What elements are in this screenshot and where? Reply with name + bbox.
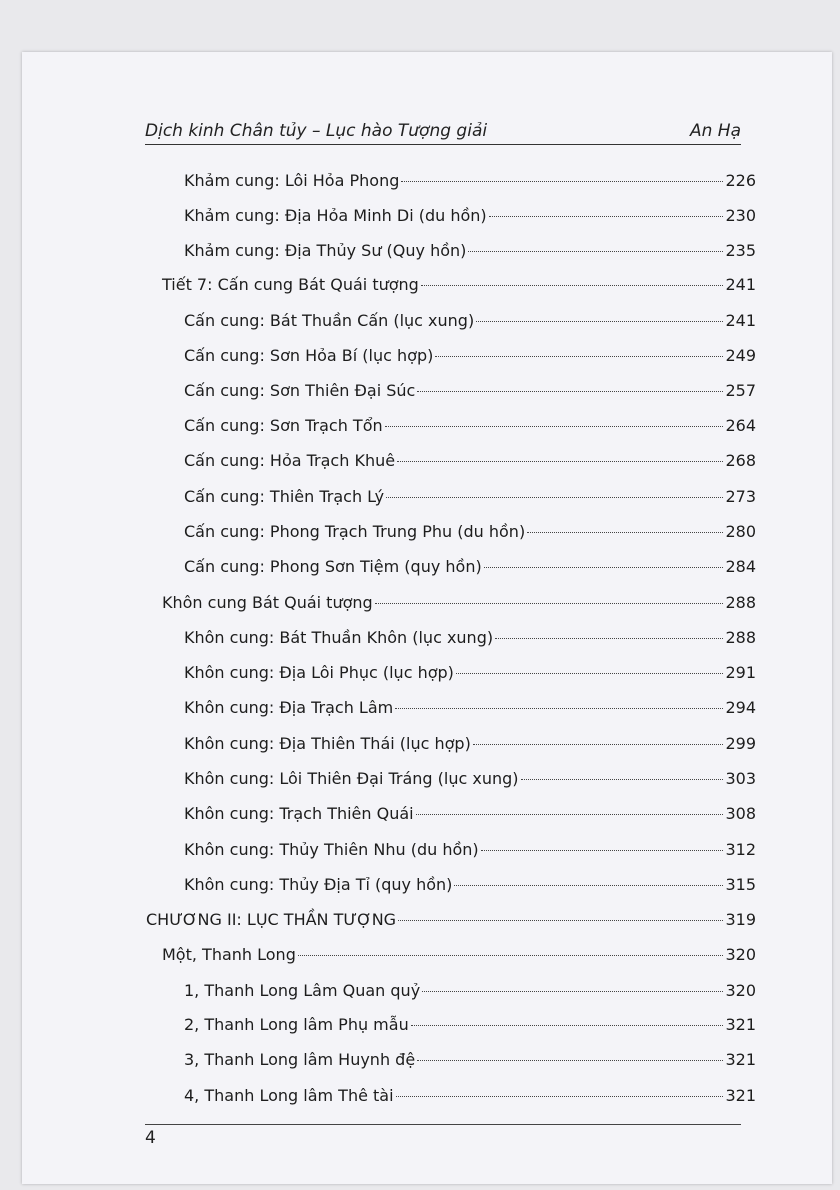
book-title: Dịch kinh Chân tủy – Lục hào Tượng giải [145, 121, 488, 141]
dot-leader [476, 321, 723, 322]
toc-entry-page: 312 [725, 840, 756, 859]
toc-entry-page: 308 [725, 804, 756, 823]
toc-entry[interactable] [184, 446, 756, 476]
toc-entry-page: 273 [725, 487, 756, 506]
toc-entry-page: 241 [725, 275, 756, 294]
toc-entry-page: 226 [725, 171, 756, 190]
toc-entry-page: 230 [725, 206, 756, 225]
dot-leader [401, 181, 723, 182]
toc-entry-label: Một, Thanh Long [162, 945, 296, 964]
toc-entry-label: Cấn cung: Sơn Trạch Tổn [184, 416, 383, 435]
dot-leader [468, 251, 723, 252]
dot-leader [398, 920, 723, 921]
dot-leader [417, 391, 723, 392]
toc-entry[interactable] [184, 201, 756, 231]
dot-leader [527, 532, 723, 533]
toc-entry-label: Khôn cung: Trạch Thiên Quái [184, 804, 414, 823]
toc-entry-page: 264 [725, 416, 756, 435]
toc-entry[interactable] [162, 270, 756, 300]
toc-entry[interactable] [184, 799, 756, 829]
toc-entry[interactable] [184, 166, 756, 196]
toc-entry[interactable] [184, 976, 756, 1006]
toc-entry-label: Khôn cung Bát Quái tượng [162, 593, 373, 612]
toc-entry[interactable] [184, 870, 756, 900]
dot-leader [417, 1060, 723, 1061]
dot-leader [481, 850, 724, 851]
toc-entry-label: Khôn cung: Bát Thuần Khôn (lục xung) [184, 628, 494, 647]
toc-entry-page: 249 [725, 346, 756, 365]
toc-entry[interactable] [184, 236, 756, 266]
dot-leader [456, 673, 724, 674]
toc-entry-page: 321 [725, 1050, 756, 1069]
toc-entry-page: 303 [725, 769, 756, 788]
dot-leader [416, 814, 724, 815]
toc-entry-label: Cấn cung: Thiên Trạch Lý [184, 487, 385, 506]
toc-entry-label: Cấn cung: Phong Trạch Trung Phu (du hồn) [184, 522, 526, 541]
toc-entry-page: 284 [725, 557, 756, 576]
dot-leader [521, 779, 724, 780]
toc-entry[interactable] [162, 588, 756, 618]
toc-entry-label: Khôn cung: Địa Trạch Lâm [184, 698, 394, 717]
toc-entry-label: Khôn cung: Địa Lôi Phục (lục hợp) [184, 663, 454, 682]
dot-leader [484, 567, 724, 568]
toc-entry-page: 257 [725, 381, 756, 400]
toc-entry-page: 294 [725, 698, 756, 717]
toc-entry-page: 288 [725, 628, 756, 647]
toc-entry[interactable] [184, 517, 756, 547]
dot-leader [385, 426, 724, 427]
dot-leader [489, 216, 724, 217]
dot-leader [395, 708, 723, 709]
toc-entry[interactable] [184, 376, 756, 406]
toc-entry-label: Cấn cung: Phong Sơn Tiệm (quy hồn) [184, 557, 482, 576]
dot-leader [298, 955, 724, 956]
toc-entry[interactable] [184, 411, 756, 441]
footer-divider [145, 1124, 741, 1125]
toc-entry[interactable] [184, 341, 756, 371]
toc-entry-page: 241 [725, 311, 756, 330]
toc-entry-page: 320 [725, 981, 756, 1000]
toc-entry-page: 320 [725, 945, 756, 964]
dot-leader [435, 356, 723, 357]
dot-leader [411, 1025, 724, 1026]
toc-entry-label: Khảm cung: Lôi Hỏa Phong [184, 171, 400, 190]
toc-entry-label: Khảm cung: Địa Hỏa Minh Di (du hồn) [184, 206, 487, 225]
toc-entry-page: 288 [725, 593, 756, 612]
toc-entry[interactable] [184, 693, 756, 723]
toc-entry-label: Khôn cung: Thủy Địa Tỉ (quy hồn) [184, 875, 453, 894]
dot-leader [454, 885, 723, 886]
toc-entry-label: Cấn cung: Bát Thuần Cấn (lục xung) [184, 311, 475, 330]
toc-entry-label: Khôn cung: Địa Thiên Thái (lục hợp) [184, 734, 471, 753]
dot-leader [422, 991, 723, 992]
toc-entry-label: Tiết 7: Cấn cung Bát Quái tượng [162, 275, 419, 294]
toc-entry-page: 315 [725, 875, 756, 894]
toc-entry-page: 321 [725, 1086, 756, 1105]
toc-entry-label: 2, Thanh Long lâm Phụ mẫu [184, 1015, 409, 1034]
toc-entry-page: 235 [725, 241, 756, 260]
toc-entry-label: 3, Thanh Long lâm Huynh đệ [184, 1050, 416, 1069]
toc-entry-page: 291 [725, 663, 756, 682]
dot-leader [495, 638, 723, 639]
dot-leader [396, 1096, 724, 1097]
toc-entry-label: Khôn cung: Thủy Thiên Nhu (du hồn) [184, 840, 479, 859]
toc-entry[interactable] [184, 1081, 756, 1111]
running-header [145, 118, 741, 145]
toc-entry[interactable] [184, 306, 756, 336]
toc-entry-label: 4, Thanh Long lâm Thê tài [184, 1086, 394, 1105]
toc-entry[interactable] [184, 764, 756, 794]
toc-entry[interactable] [184, 658, 756, 688]
dot-leader [397, 461, 723, 462]
toc-entry-label: CHƯƠNG II: LỤC THẦN TƯỢNG [146, 910, 397, 929]
toc-entry[interactable] [184, 835, 756, 865]
toc-entry-page: 319 [725, 910, 756, 929]
toc-entry[interactable] [184, 623, 756, 653]
toc-entry-label: Cấn cung: Hỏa Trạch Khuê [184, 451, 396, 470]
toc-entry[interactable] [184, 552, 756, 582]
dot-leader [386, 497, 723, 498]
toc-entry-label: Khôn cung: Lôi Thiên Đại Tráng (lục xung) [184, 769, 519, 788]
toc-chapter[interactable] [146, 905, 756, 935]
toc-entry[interactable] [184, 1045, 756, 1075]
toc-entry-label: Cấn cung: Sơn Hỏa Bí (lục hợp) [184, 346, 434, 365]
toc-entry-label: Cấn cung: Sơn Thiên Đại Súc [184, 381, 416, 400]
toc-entry-label: Khảm cung: Địa Thủy Sư (Quy hồn) [184, 241, 467, 260]
toc-entry-page: 299 [725, 734, 756, 753]
toc-entry-page: 280 [725, 522, 756, 541]
page-number: 4 [145, 1128, 156, 1148]
toc-entry[interactable] [162, 940, 756, 970]
toc-entry-page: 321 [725, 1015, 756, 1034]
dot-leader [421, 285, 724, 286]
toc-entry-page: 268 [725, 451, 756, 470]
toc-entry-label: 1, Thanh Long Lâm Quan quỷ [184, 981, 421, 1000]
book-author: An Hạ [689, 121, 741, 141]
toc-entry[interactable] [184, 729, 756, 759]
toc-entry[interactable] [184, 482, 756, 512]
dot-leader [375, 603, 724, 604]
toc-entry[interactable] [184, 1010, 756, 1040]
dot-leader [473, 744, 724, 745]
